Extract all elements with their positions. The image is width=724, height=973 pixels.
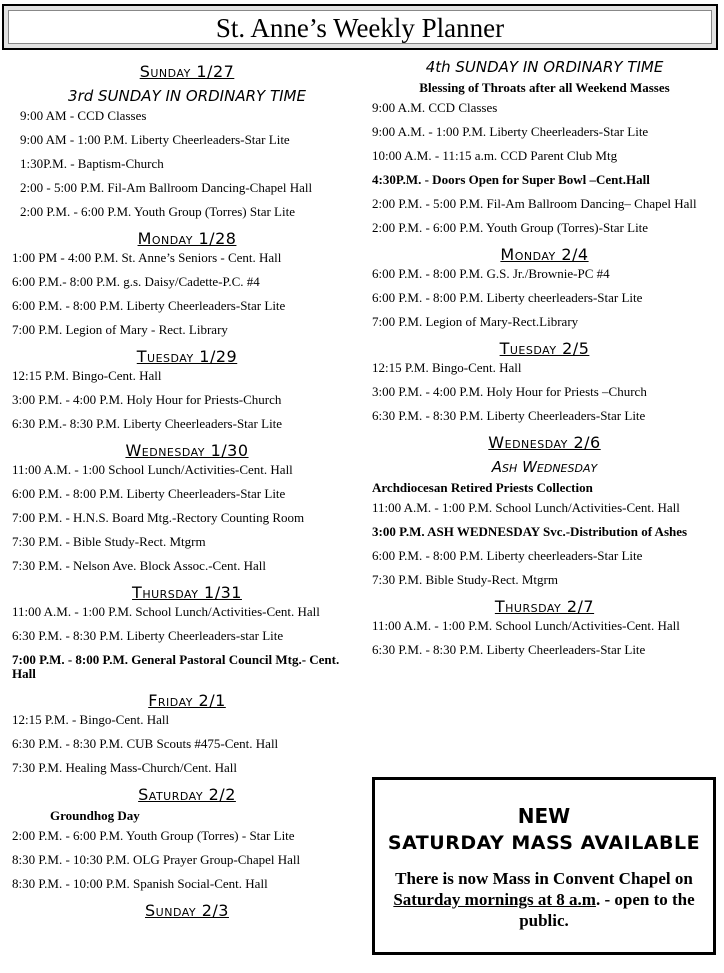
- event: 8:30 P.M. - 10:30 P.M. OLG Prayer Group-Chapel Hall: [12, 852, 301, 867]
- notice-body: There is now Mass in Convent Chapel on Saturday mornings at 8 a.m. - open to the public.: [393, 869, 695, 930]
- event: 2:00 P.M. - 6:00 P.M. Youth Group (Torres)-Star Lite: [372, 220, 649, 235]
- event: 1:00 PM - 4:00 P.M. St. Anne’s Seniors - Cent. Hall: [12, 250, 282, 265]
- right-column: [372, 54, 717, 667]
- event: 12:15 P.M. Bingo-Cent. Hall: [12, 368, 162, 383]
- blessing-note: Blessing of Throats after all Weekend Masses: [419, 80, 670, 95]
- event: 11:00 A.M. - 1:00 School Lunch/Activities-Cent. Hall: [12, 462, 293, 477]
- event: 7:00 P.M. Legion of Mary - Rect. Library: [12, 322, 228, 337]
- liturgical-subtitle: 4th SUNDAY IN ORDINARY TIME: [425, 58, 664, 76]
- event: 9:00 A.M. CCD Classes: [372, 100, 498, 115]
- ash-wednesday-subtitle: Ash Wednesday: [491, 458, 598, 476]
- event: 7:30 P.M. Bible Study-Rect. Mtgrm: [372, 572, 558, 587]
- day-header-wednesday-1-30: Wednesday 1/30: [125, 441, 249, 460]
- notice-new-label: NEW: [517, 804, 571, 828]
- day-header-thursday-1-31: Thursday 1/31: [132, 583, 242, 602]
- event: 6:00 P.M. - 8:00 P.M. Liberty Cheerleaders-Star Lite: [12, 298, 286, 313]
- event: 7:30 P.M. Healing Mass-Church/Cent. Hall: [12, 760, 237, 775]
- day-header-tuesday-1-29: Tuesday 1/29: [136, 347, 238, 366]
- event: 6:30 P.M. - 8:30 P.M. CUB Scouts #475-Cent. Hall: [12, 736, 279, 751]
- event: 7:30 P.M. - Bible Study-Rect. Mtgrm: [12, 534, 206, 549]
- event: 3:00 P.M. - 4:00 P.M. Holy Hour for Priests-Church: [12, 392, 282, 407]
- event: 6:00 P.M. - 8:00 P.M. Liberty cheerleaders-Star Lite: [372, 290, 643, 305]
- event: 2:00 - 5:00 P.M. Fil-Am Ballroom Dancing-Chapel Hall: [20, 180, 313, 195]
- event: 10:00 A.M. - 11:15 a.m. CCD Parent Club Mtg: [372, 148, 618, 163]
- event: 11:00 A.M. - 1:00 P.M. School Lunch/Activities-Cent. Hall: [372, 618, 680, 633]
- event: 6:30 P.M.- 8:30 P.M. Liberty Cheerleaders-Star Lite: [12, 416, 283, 431]
- left-column: [12, 54, 362, 923]
- day-header-tuesday-2-5: Tuesday 2/5: [499, 339, 590, 358]
- event: 6:00 P.M. - 8:00 P.M. G.S. Jr./Brownie-PC #4: [372, 266, 610, 281]
- event: 6:30 P.M. - 8:30 P.M. Liberty Cheerleaders-star Lite: [12, 628, 284, 643]
- event: 11:00 A.M. - 1:00 P.M. School Lunch/Activities-Cent. Hall: [372, 500, 680, 515]
- event: 12:15 P.M. Bingo-Cent. Hall: [372, 360, 522, 375]
- day-header-monday-1-28: Monday 1/28: [137, 229, 237, 248]
- day-header-monday-2-4: Monday 2/4: [500, 245, 589, 264]
- day-header-friday-2-1: Friday 2/1: [148, 691, 226, 710]
- page-title: St. Anne’s Weekly Planner: [8, 10, 712, 44]
- event: 12:15 P.M. - Bingo-Cent. Hall: [12, 712, 170, 727]
- event: 2:00 P.M. - 6:00 P.M. Youth Group (Torres) Star Lite: [20, 204, 295, 219]
- event: 2:00 P.M. - 5:00 P.M. Fil-Am Ballroom Dancing– Chapel Hall: [372, 196, 697, 211]
- event: 6:30 P.M. - 8:30 P.M. Liberty Cheerleaders-Star Lite: [372, 642, 646, 657]
- event: 3:00 P.M. - 4:00 P.M. Holy Hour for Priests –Church: [372, 384, 647, 399]
- day-header-saturday-2-2: Saturday 2/2: [138, 785, 236, 804]
- event-bold: 3:00 P.M. ASH WEDNESDAY Svc.-Distribution of Ashes: [372, 524, 688, 539]
- event: 8:30 P.M. - 10:00 P.M. Spanish Social-Cent. Hall: [12, 876, 268, 891]
- event: 2:00 P.M. - 6:00 P.M. Youth Group (Torres) - Star Lite: [12, 828, 295, 843]
- event: 7:00 P.M. - H.N.S. Board Mtg.-Rectory Counting Room: [12, 510, 305, 525]
- event: 6:30 P.M. - 8:30 P.M. Liberty Cheerleaders-Star Lite: [372, 408, 646, 423]
- groundhog-day-note: Groundhog Day: [50, 808, 140, 823]
- day-header-wednesday-2-6: Wednesday 2/6: [488, 433, 601, 452]
- event: 7:30 P.M. - Nelson Ave. Block Assoc.-Cent. Hall: [12, 558, 266, 573]
- event: 6:00 P.M. - 8:00 P.M. Liberty cheerleaders-Star Lite: [372, 548, 643, 563]
- notice-heading: SATURDAY MASS AVAILABLE: [387, 832, 701, 854]
- event-bold: 4:30P.M. - Doors Open for Super Bowl –Cent.Hall: [372, 172, 650, 187]
- day-header-thursday-2-7: Thursday 2/7: [494, 597, 595, 616]
- event: 9:00 AM - CCD Classes: [20, 108, 147, 123]
- event: 11:00 A.M. - 1:00 P.M. School Lunch/Activities-Cent. Hall: [12, 604, 320, 619]
- liturgical-subtitle: 3rd SUNDAY IN ORDINARY TIME: [68, 87, 306, 105]
- collection-note: Archdiocesan Retired Priests Collection: [372, 480, 593, 495]
- event: 9:00 A.M. - 1:00 P.M. Liberty Cheerleaders-Star Lite: [372, 124, 649, 139]
- title-banner: [2, 4, 718, 50]
- event: 7:00 P.M. Legion of Mary-Rect.Library: [372, 314, 579, 329]
- saturday-mass-notice: [372, 777, 716, 955]
- event: 9:00 AM - 1:00 P.M. Liberty Cheerleaders-Star Lite: [20, 132, 290, 147]
- event: 6:00 P.M. - 8:00 P.M. Liberty Cheerleaders-Star Lite: [12, 486, 286, 501]
- event: 1:30P.M. - Baptism-Church: [20, 156, 164, 171]
- event: 6:00 P.M.- 8:00 P.M. g.s. Daisy/Cadette-P.C. #4: [12, 274, 260, 289]
- day-header-sunday-2-3: Sunday 2/3: [145, 901, 229, 920]
- event-bold: 7:00 P.M. - 8:00 P.M. General Pastoral Council Mtg.- Cent. Hall: [12, 652, 340, 681]
- day-header-sunday-1-27: Sunday 1/27: [139, 62, 235, 81]
